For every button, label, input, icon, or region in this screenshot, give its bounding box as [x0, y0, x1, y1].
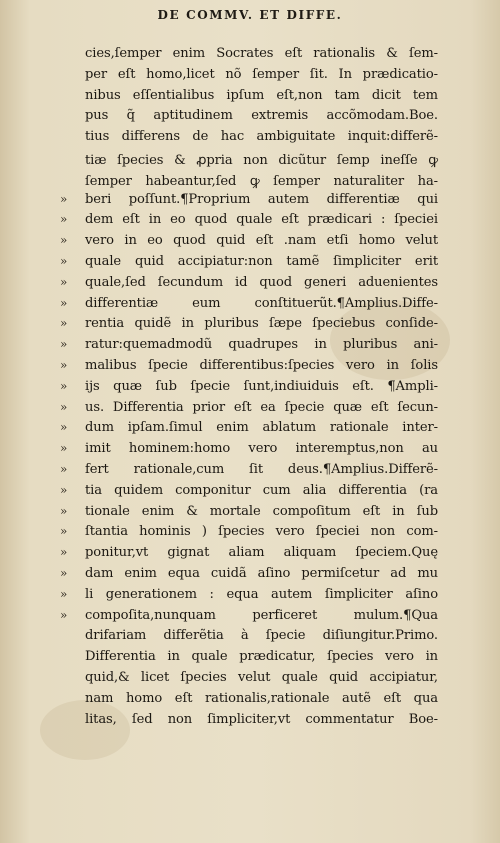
line-text: quale quid accipiatur:non tamẽ ſimpliciter erit [85, 253, 438, 269]
quotation-marker: » [60, 441, 68, 456]
line-text: cies,ſemper enim Socrates eſt rationalis & ſem- [85, 46, 438, 61]
line-text: dam enim equa cuidã aſino permiſcetur ad mu [85, 565, 438, 581]
quotation-marker: » [60, 337, 68, 352]
text-line [60, 192, 438, 213]
quotation-marker: » [60, 586, 68, 601]
line-text: pus q̃ aptitudinem extremis accõmodam.Boe. [85, 108, 438, 124]
text-line [60, 275, 438, 296]
line-text: nam homo eſt rationalis,rationale autẽ eſt qua [85, 690, 438, 706]
text-line [60, 483, 438, 504]
line-text: drifariam differẽtia à ſpecie diſiungitur.Primo. [85, 628, 438, 644]
line-text: ſemper habeantur,ſed ꝙ ſemper naturaliter ha- [85, 173, 438, 189]
text-line [60, 337, 438, 358]
line-text: nibus eſſentialibus ipſum eſt,non tam dicit tem [85, 87, 438, 103]
line-text: differentiæ eum conſtituerũt.¶Amplius.Diffe- [85, 295, 438, 311]
text-line [60, 441, 438, 462]
text-line [60, 649, 438, 670]
text-line [60, 462, 438, 483]
line-text: tius differens de hac ambiguitate inquit:differẽ- [85, 129, 438, 145]
text-line [60, 316, 438, 337]
text-line [60, 379, 438, 400]
quotation-marker: » [60, 524, 68, 539]
quotation-marker: » [60, 212, 68, 227]
text-line [60, 587, 438, 608]
text-line [60, 67, 438, 88]
line-text: tionale enim & mortale compoſitum eſt in ſub [85, 503, 438, 519]
text-line [60, 566, 438, 587]
line-text: fert rationale,cum ſit deus.¶Amplius.Differẽ- [85, 461, 438, 477]
quotation-marker: » [60, 274, 68, 289]
quotation-marker: » [60, 253, 68, 268]
line-text: ſtantia hominis ) ſpecies vero ſpeciei non com- [85, 524, 438, 540]
line-text: imit hominem:homo vero interemptus,non au [85, 441, 438, 457]
quotation-marker: » [60, 399, 68, 414]
text-line [60, 212, 438, 233]
quotation-marker: » [60, 482, 68, 497]
text-line [60, 233, 438, 254]
line-text: compoſita,nunquam perficeret mulum.¶Qua [85, 607, 438, 623]
text-line [60, 254, 438, 275]
text-line [60, 670, 438, 691]
text-line [60, 524, 438, 545]
line-text: malibus ſpecie differentibus:ſpecies vero in ſolis [85, 357, 438, 373]
line-text: rentia quidẽ in pluribus ſæpe ſpeciebus conſide- [85, 316, 438, 332]
quotation-marker: » [60, 565, 68, 580]
text-line [60, 358, 438, 379]
line-text: dem eſt in eo quod quale eſt prædicari : ſpeciei [85, 212, 438, 228]
line-text: tiæ ſpecies & ꝓpria non dicũtur ſemp ineſſe ꝙ [85, 152, 438, 168]
line-text: vero in eo quod quid eſt .nam etſi homo velut [85, 233, 438, 249]
text-line [60, 545, 438, 566]
quotation-marker: » [60, 357, 68, 372]
line-text: quale,ſed ſecundum id quod generi aduenientes [85, 274, 438, 290]
line-text: ponitur,vt gignat aliam aliquam ſpeciem.Quę [85, 545, 438, 561]
line-text: Differentia in quale prædicatur, ſpecies vero in [85, 649, 438, 665]
text-line [60, 129, 438, 150]
text-block [60, 46, 438, 732]
text-line [60, 628, 438, 649]
line-text: ratur:quemadmodũ quadrupes in pluribus ani- [85, 337, 438, 353]
quotation-marker: » [60, 420, 68, 435]
quotation-marker: » [60, 295, 68, 310]
text-line [60, 296, 438, 317]
line-text: ijs quæ ſub ſpecie ſunt,indiuiduis eſt. ¶Ampli- [85, 378, 438, 394]
quotation-marker: » [60, 233, 68, 248]
quotation-marker: » [60, 461, 68, 476]
quotation-marker: » [60, 503, 68, 518]
text-line [60, 150, 438, 171]
quotation-marker: » [60, 316, 68, 331]
quotation-marker: » [60, 607, 68, 622]
text-line [60, 712, 438, 733]
text-line [60, 691, 438, 712]
line-text: quid,& licet ſpecies velut quale quid accipiatur, [85, 669, 438, 685]
text-line [60, 46, 438, 67]
line-text: dum ipſam.ſimul enim ablatum rationale inter- [85, 420, 438, 436]
line-text: per eſt homo,licet nõ ſemper ſit. In prædicatio- [85, 66, 438, 82]
text-line [60, 108, 438, 129]
text-line [60, 88, 438, 109]
text-line [60, 171, 438, 192]
text-line [60, 400, 438, 421]
line-text: beri poſſunt.¶Proprium autem differentiæ qui [85, 191, 438, 207]
line-text: litas, ſed non ſimpliciter,vt commentatur Boe- [85, 711, 438, 727]
line-text: us. Differentia prior eſt ea ſpecie quæ eſt ſecun- [85, 399, 438, 415]
running-head: DE COMMV. ET DIFFE. [157, 8, 343, 22]
quotation-marker: » [60, 545, 68, 560]
quotation-marker: » [60, 191, 68, 206]
quotation-marker: » [60, 378, 68, 393]
text-line [60, 608, 438, 629]
text-line [60, 504, 438, 525]
text-line [60, 420, 438, 441]
line-text: tia quidem componitur cum alia differentia (ra [85, 482, 438, 498]
line-text: li generationem : equa autem ſimpliciter aſino [85, 586, 438, 602]
